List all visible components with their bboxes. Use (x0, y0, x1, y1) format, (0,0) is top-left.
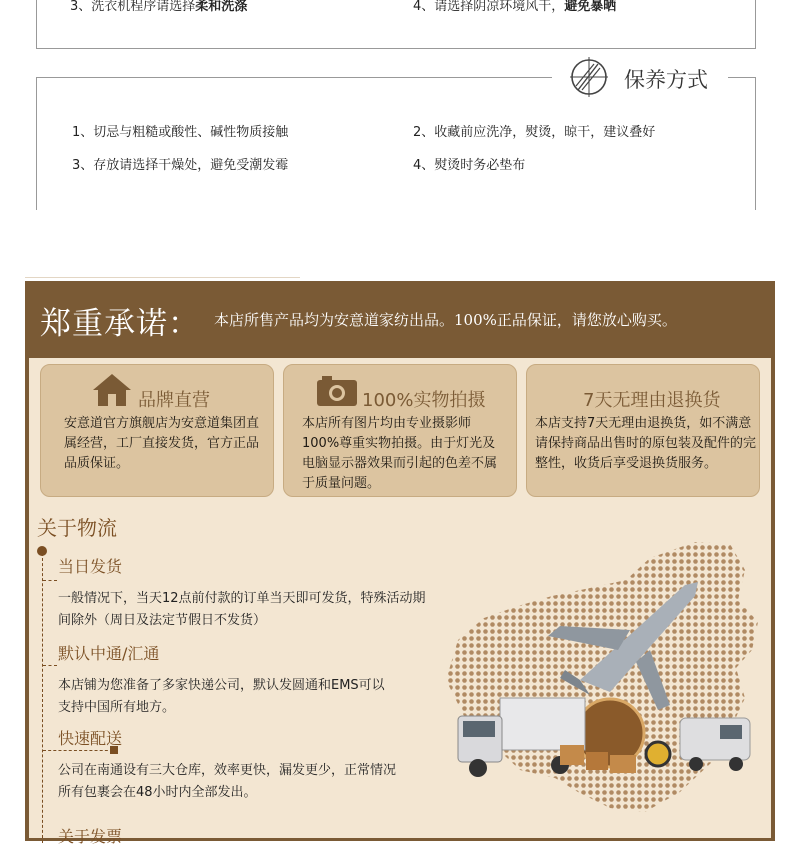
care-title: 保养方式 (624, 68, 708, 92)
promise-title: 郑重承诺： (40, 306, 200, 342)
leaf-icon (566, 56, 612, 98)
shipping-sub-sameday: 当日发货 (58, 557, 123, 576)
card-brand-body: 安意道官方旗舰店为安意道集团直属经营，工厂直接发货，官方正品品质保证。 (64, 416, 260, 471)
timeline-tick (43, 580, 57, 581)
shipping-courier-text: 本店铺为您准备了多家快递公司，默认发圆通和EMS可以 支持中国所有地方。 (58, 678, 385, 715)
care-item-1: 1、切忌与粗糙或酸性、碱性物质接触 (72, 125, 289, 140)
timeline-line (42, 553, 43, 843)
card-photo-body: 本店所有图片均由专业摄影师100%尊重实物拍摄。由于灯光及电脑显示器效果而引起的色差不属于质量问题。 (302, 416, 498, 491)
care-item-4: 4、熨烫时务必垫布 (413, 158, 526, 173)
logistics-map-illustration (440, 530, 770, 830)
washing-item-3: 3、洗衣机程序请选择柔和洗涤 (70, 0, 248, 14)
van-icon (680, 718, 750, 771)
divider (25, 277, 300, 278)
shipping-sub-courier: 默认中通/汇通 (58, 644, 160, 663)
shipping-title: 关于物流 (37, 516, 117, 540)
shipping-sub-fast: 快速配送 (58, 729, 123, 748)
shipping-fast-text: 公司在南通设有三大仓库，效率更快，漏发更少，正常情况 所有包裹会在48小时内全部发出。 (58, 763, 397, 800)
timeline-tick (43, 750, 113, 751)
card-return-title: 7天无理由退换货 (583, 390, 721, 411)
care-item-3: 3、存放请选择干燥处，避免受潮发霉 (72, 158, 289, 173)
card-brand-title: 品牌直营 (138, 390, 210, 411)
promise-subtitle: 本店所售产品均为安意道家纺出品。100%正品保证，请您放心购买。 (214, 311, 677, 329)
house-icon (91, 372, 133, 408)
timeline-tick (43, 665, 57, 666)
camera-icon (316, 375, 358, 407)
care-item-2: 2、收藏前应洗净，熨烫，晾干，建议叠好 (413, 125, 656, 140)
washing-item-4: 4、请选择阴凉环境风干，避免暴晒 (413, 0, 617, 14)
card-photo-title: 100%实物拍摄 (362, 390, 486, 411)
card-return-body: 本店支持7天无理由退换货，如不满意请保持商品出售时的原包装及配件的完整性，收货后享受退换货服务。 (535, 416, 757, 471)
shipping-sub-invoice: 关于发票 (58, 827, 123, 846)
shipping-sameday-text: 一般情况下，当天12点前付款的订单当天即可发货，特殊活动期 间除外（周日及法定节假日不发货） (58, 591, 426, 628)
care-frame-right-stub (728, 77, 754, 78)
